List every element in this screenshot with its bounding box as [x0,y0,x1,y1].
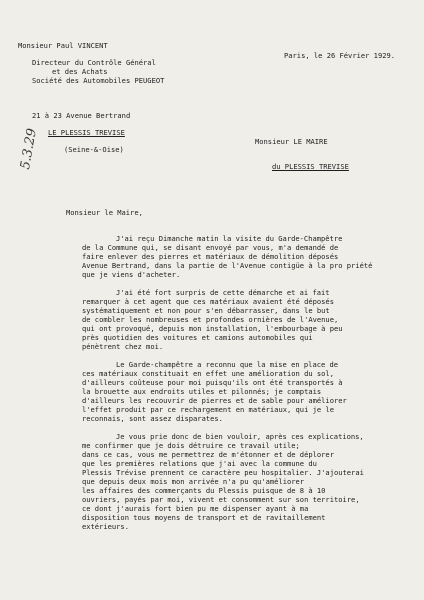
paragraph-line: ouvriers, payés par moi, vivent et consomment sur son territoire, [82,495,360,504]
paragraph-line: remarquer à cet agent que ces matériaux avaient été déposés [82,297,334,306]
sender-department: (Seine-&-Oise) [64,145,124,154]
paragraph-1 [82,234,372,279]
sender-title-line-1: Directeur du Contrôle Général [32,58,156,67]
sender-title-line-2: et des Achats [52,67,108,76]
paragraph-line: que les premières relations que j'ai avec la commune du [82,459,317,468]
paragraph-line: les affaires des commerçants du Plessis puisque de 8 à 10 [82,486,326,495]
paragraph-line: ce dont j'aurais fort bien pu me dispenser ayant à ma [82,504,309,513]
paragraph-4 [82,432,364,531]
recipient-name: Monsieur LE MAIRE [255,137,328,146]
handwritten-date-note: 5.3.29 [18,127,40,171]
paragraph-line: d'ailleurs les recouvrir de pierres et de sable pour améliorer [82,396,347,405]
paragraph-line: extérieurs. [82,522,129,531]
paragraph-line: dans ce cas, vous me permettrez de m'étonner et de déplorer [82,450,334,459]
letter-date: Paris, le 26 Février 1929. [284,51,396,60]
paragraph-line: que depuis deux mois mon arrivée n'a pu qu'améliorer [82,477,305,486]
paragraph-line: reconnais, sont assez disparates. [82,414,223,423]
paragraph-line: Avenue Bertrand, dans la partie de l'Avenue contigüe à la pro priété [82,261,373,270]
sender-company: Société des Automobiles PEUGEOT [32,76,165,85]
sender-address: 21 à 23 Avenue Bertrand [32,111,131,120]
sender-name: Monsieur Paul VINCENT [18,41,108,50]
paragraph-line: qui ont provoqué, depuis mon installation, l'embourbage à peu [82,324,343,333]
paragraph-line: que je viens d'acheter. [82,270,181,279]
paragraph-line: l'effet produit par ce rechargement en matériaux, qui je le [82,405,334,414]
paragraph-line: près quotidien des voitures et camions automobiles qui [82,333,313,342]
paragraph-line: de combler les nombreuses et profondes ornières de l'Avenue, [82,315,339,324]
paragraph-line: J'ai été fort surpris de cette démarche et ai fait [116,288,330,297]
paragraph-line: de la Commune qui, se disant envoyé par vous, m'a demandé de [82,243,339,252]
paragraph-line: Le Garde-champêtre a reconnu que la mise en place de [116,360,339,369]
paragraph-line: pénètrent chez moi. [82,342,164,351]
paragraph-line: systématiquement et non pour s'en débarrasser, dans le but [82,306,330,315]
paragraph-line: Je vous prie donc de bien vouloir, après ces explications, [116,432,364,441]
paragraph-line: disposition tous moyens de transport et de ravitaillement [82,513,326,522]
paragraph-line: J'ai reçu Dimanche matin la visite du Garde-Champêtre [116,234,343,243]
sender-town: LE PLESSIS TREVISE [48,128,125,137]
salutation: Monsieur le Maire, [66,208,143,217]
paragraph-line: d'ailleurs coûteuse pour moi puisqu'ils ont été transportés à [82,378,343,387]
recipient-town: du PLESSIS TREVISE [272,162,349,171]
paragraph-line: me confirmer que je dois détruire ce travail utile; [82,441,300,450]
paragraph-line: Plessis Trévise prennent ce caractère peu hospitalier. J'ajouterai [82,468,364,477]
paragraph-line: faire enlever des pierres et matériaux de démolition déposés [82,252,339,261]
paragraph-2 [82,288,343,351]
paragraph-line: ces matériaux constituait en effet une amélioration du sol, [82,369,334,378]
paragraph-3 [82,360,347,423]
paragraph-line: la brouette aux endroits utiles et pilonnés; je comptais [82,387,322,396]
